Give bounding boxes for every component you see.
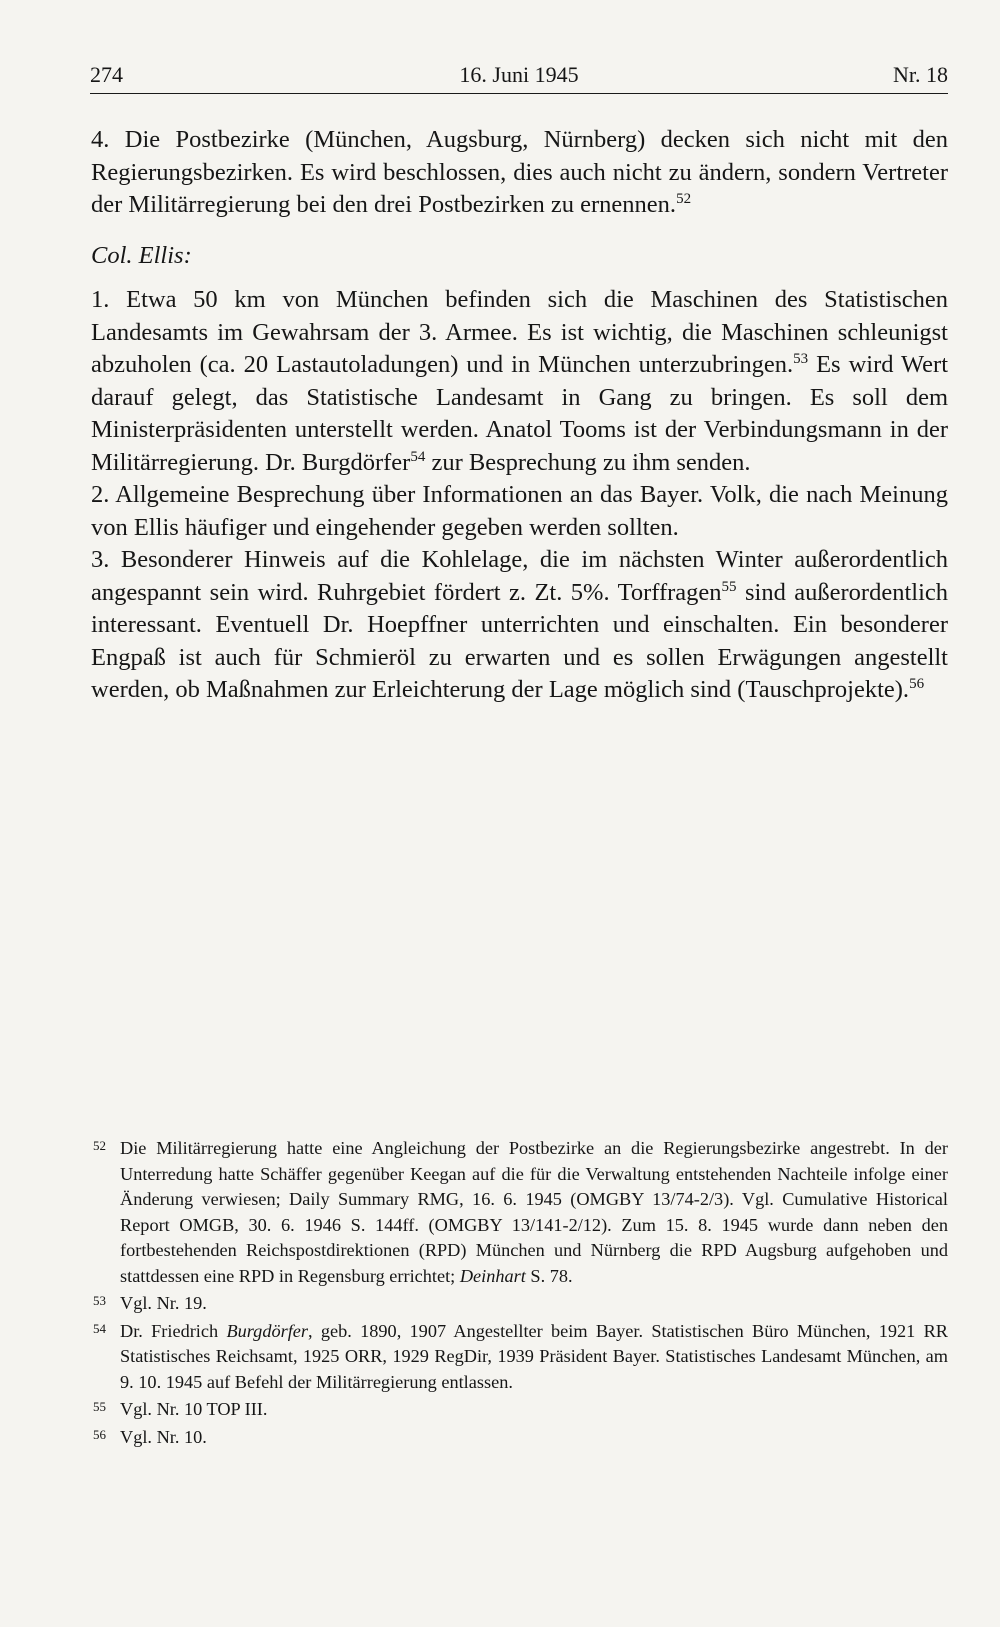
ellis-point-1 bbox=[91, 284, 948, 479]
footnote-text: Vgl. Nr. 10 TOP III. bbox=[120, 1399, 268, 1419]
footnotes bbox=[93, 1136, 948, 1452]
footnote-ref-54[interactable]: 54 bbox=[410, 448, 426, 465]
footnote-56 bbox=[93, 1425, 948, 1451]
footnote-number: 54 bbox=[93, 1320, 106, 1336]
footnote-author: Deinhart bbox=[459, 1265, 526, 1286]
document-number: Nr. 18 bbox=[893, 62, 948, 87]
page-number: 274 bbox=[90, 62, 123, 87]
ellis-point-3-text-a: 3. Besonderer Hinweis auf die Kohlelage, die im nächsten Winter außerordentlich angespannt sein wird. Ruhrgebiet fördert z. Zt. 5%. Torffragen bbox=[91, 546, 948, 606]
footnote-text: Vgl. Nr. 10. bbox=[120, 1426, 207, 1447]
speaker-heading: Col. Ellis: bbox=[91, 241, 192, 269]
item-text: Die Postbezirke (München, Augsburg, Nürnberg) decken sich nicht mit den Regierungsbezirken. Es wird beschlossen, dies auch nicht zu ändern, sondern Vertreter der Militärregierung bei den drei Postbezirken zu ernennen. bbox=[91, 126, 949, 218]
footnote-text-end: S. 78. bbox=[525, 1265, 573, 1286]
main-text bbox=[91, 124, 948, 707]
footnote-text-end: , geb. 1890, 1907 Angestellter beim Bayer. Statistischen Büro München, 1921 RR Statistisches Reichsamt, 1925 ORR, 1929 RegDir, 1939 Präsident Bayer. Statistisches Landesamt München, am 9. 10. 1945 auf Befehl der Militärregierung entlassen. bbox=[120, 1320, 948, 1392]
ellis-point-3 bbox=[91, 544, 948, 707]
footnote-55 bbox=[93, 1397, 948, 1423]
footnote-ref-55[interactable]: 55 bbox=[721, 578, 737, 595]
ellis-point-3-text-b: sind außerordentlich interessant. Eventuell Dr. Hoepffner unterrichten und einschalten. Ein besonderer Engpaß ist auch für Schmieröl zu erwarten und es sollen Erwägungen angestellt werden, ob Maßnahmen zur Erleichterung der Lage möglich sind (Tauschprojekte). bbox=[91, 578, 948, 703]
footnote-text: Dr. Friedrich bbox=[120, 1320, 227, 1341]
footnote-53 bbox=[93, 1291, 948, 1317]
footnote-number: 53 bbox=[93, 1293, 106, 1308]
paragraph-item-4 bbox=[91, 124, 948, 222]
header-date: 16. Juni 1945 bbox=[459, 62, 579, 87]
footnote-52 bbox=[93, 1136, 948, 1289]
footnote-ref-52[interactable]: 52 bbox=[676, 191, 692, 207]
ellis-point-1-text-b: Es wird Wert darauf gelegt, das Statistische Landesamt in Gang zu bringen. Es soll dem Ministerpräsidenten unterstellt werden. Anatol Tooms ist der Verbindungsmann in der Militärregierung. Dr. Burgdörfer bbox=[91, 351, 949, 476]
item-number: 4. bbox=[91, 126, 110, 153]
footnote-ref-53[interactable]: 53 bbox=[793, 351, 809, 367]
footnote-number: 56 bbox=[93, 1426, 106, 1442]
footnote-person-name: Burgdörfer bbox=[226, 1320, 309, 1341]
footnote-54 bbox=[93, 1319, 948, 1396]
footnote-number: 52 bbox=[93, 1138, 106, 1153]
header-rule bbox=[90, 93, 948, 94]
ellis-point-1-text-c: zur Besprechung zu ihm senden. bbox=[425, 448, 751, 476]
ellis-point-1-text-a: 1. Etwa 50 km von München befinden sich die Maschinen des Statistischen Landesamts im Gewahrsam der 3. Armee. Es ist wichtig, die Maschinen schleunigst abzuholen (ca. 20 Lastautoladungen) und in München unterzubringen. bbox=[91, 286, 948, 378]
running-header bbox=[90, 58, 948, 92]
footnote-text: Die Militärregierung hatte eine Angleichung der Postbezirke an die Regierungsbezirke angestrebt. In der Unterredung hatte Schäffer gegenüber Keegan auf die für die Verwaltung entstehenden Nachteile infolge einer Änderung verwiesen; Daily Summary RMG, 16. 6. 1945 (OMGBY 13/74-2/3). Vgl. Cumulative Historical Report OMGB, 30. 6. 1946 S. 144ff. (OMGBY 13/141-2/12). Zum 15. 8. 1945 wurde dann neben den fortbestehenden Reichspostdirektionen (RPD) München und Nürnberg die RPD Augsburg aufgehoben und stattdessen eine RPD in Regensburg errichtet; bbox=[120, 1138, 948, 1286]
footnote-ref-56[interactable]: 56 bbox=[909, 676, 925, 692]
footnote-text: Vgl. Nr. 19. bbox=[120, 1293, 207, 1313]
ellis-point-2: 2. Allgemeine Besprechung über Informationen an das Bayer. Volk, die nach Meinung von Ellis häufiger und eingehender gegeben werden sollten. bbox=[91, 481, 948, 541]
footnote-number: 55 bbox=[93, 1399, 106, 1414]
